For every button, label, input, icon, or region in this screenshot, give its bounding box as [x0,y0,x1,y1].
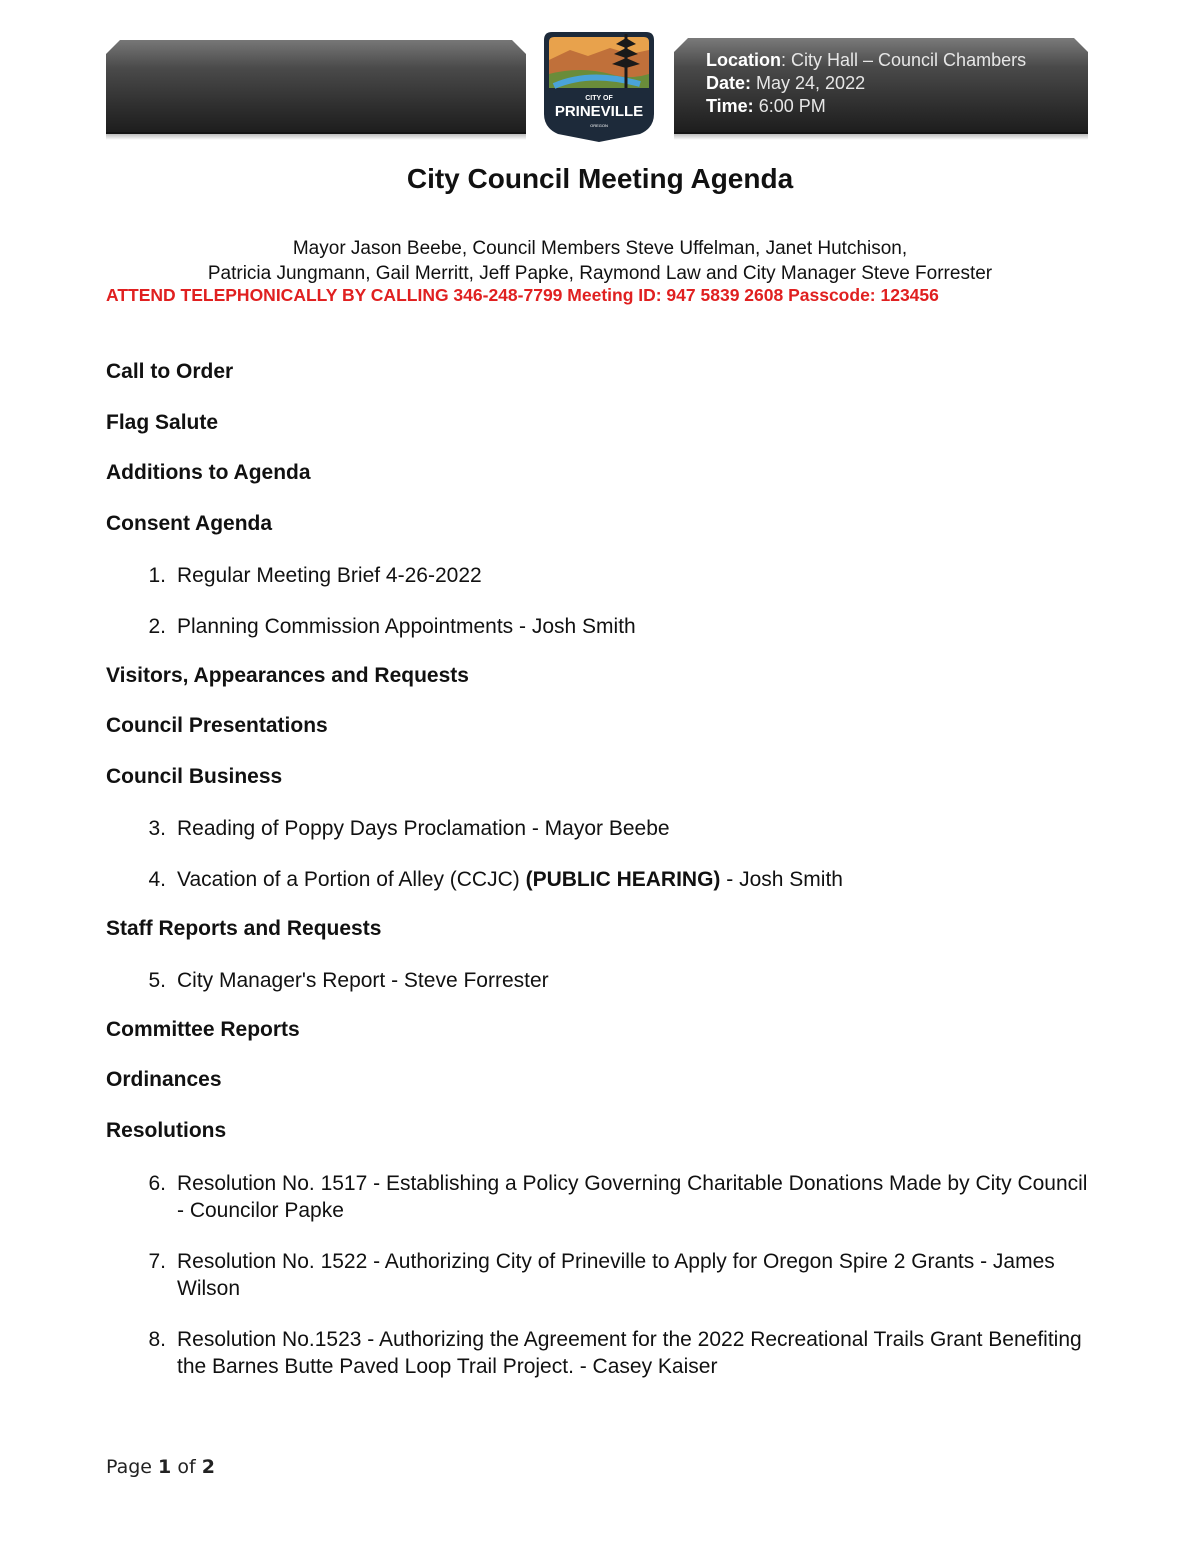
section-additions-to-agenda: Additions to Agenda [106,461,311,484]
section-committee-reports: Committee Reports [106,1018,300,1041]
svg-text:CITY OF: CITY OF [585,95,613,102]
meeting-meta [706,49,1026,118]
page-number: Page 1 of 2 [106,1456,215,1478]
members-line-2: Patricia Jungmann, Gail Merritt, Jeff Papke, Raymond Law and City Manager Steve Forrester [207,263,993,284]
section-staff-reports: Staff Reports and Requests [106,917,382,940]
public-hearing-label: (PUBLIC HEARING) [525,868,721,891]
section-council-business: Council Business [106,765,283,788]
section-flag-salute: Flag Salute [106,411,219,434]
meeting-time: Time: 6:00 PM [706,96,826,116]
header-banner-right-shadow [674,132,1088,140]
svg-text:OREGON: OREGON [590,123,608,128]
section-visitors: Visitors, Appearances and Requests [106,664,469,687]
header-banner-left-shadow [106,132,526,140]
section-resolutions: Resolutions [106,1119,227,1142]
meeting-date: Date: May 24, 2022 [706,73,866,93]
header-banner-left [106,40,526,134]
section-consent-agenda: Consent Agenda [106,512,273,535]
section-call-to-order: Call to Order [106,360,234,383]
meeting-location: Location: City Hall – Council Chambers [706,50,1027,70]
city-of-prineville-logo [540,30,658,142]
svg-text:PRINEVILLE: PRINEVILLE [554,103,644,120]
section-council-presentations: Council Presentations [106,714,328,737]
members-line-1: Mayor Jason Beebe, Council Members Steve Uffelman, Janet Hutchison, [292,238,908,259]
section-ordinances: Ordinances [106,1068,222,1091]
telephone-attend-notice: ATTEND TELEPHONICALLY BY CALLING 346-248-7799 Meeting ID: 947 5839 2608 Passcode: 123456 [106,285,939,305]
page-title: City Council Meeting Agenda [406,163,794,194]
council-members [0,236,1200,286]
